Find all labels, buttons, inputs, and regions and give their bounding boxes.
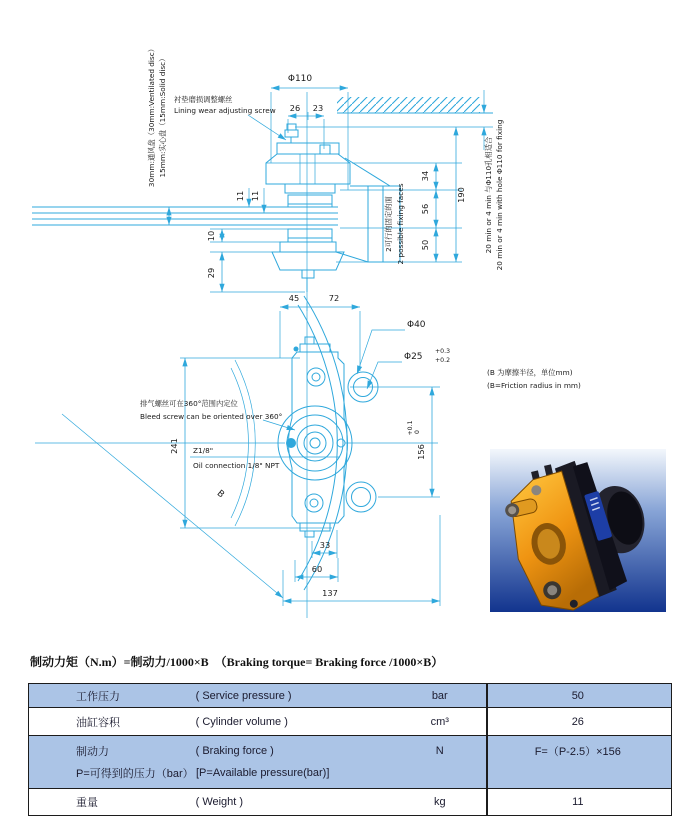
- table-row-weight: [29, 789, 671, 815]
- row-label-en: ( Weight ): [195, 796, 244, 808]
- dim-23: 23: [312, 103, 324, 113]
- product-photo: [490, 449, 666, 612]
- annotation-lining-cn: 衬垫磨损调整螺丝: [174, 95, 233, 104]
- spec-table: [28, 683, 672, 816]
- table-row-cylinder-volume: [29, 708, 671, 736]
- dim-B: B: [214, 488, 226, 501]
- annotation-disc-type-cn: 30mm:通风盘（30mm:Ventilated disc）: [147, 44, 156, 188]
- dim-56: 56: [420, 203, 430, 215]
- row-unit: kg: [433, 796, 446, 808]
- row-label-cn: 重量: [76, 797, 98, 809]
- dim-34: 34: [420, 170, 430, 182]
- row-sublabel-cn: P=可得到的压力（bar）: [76, 768, 194, 780]
- dim-26: 26: [289, 103, 301, 113]
- row-unit: N: [435, 745, 444, 757]
- row-label-cn: 油缸容积: [76, 716, 120, 729]
- dim-33: 33: [319, 540, 331, 550]
- note-friction-radius-cn: (B 为摩擦半径，单位mm): [487, 368, 573, 377]
- dim-50: 50: [420, 239, 430, 251]
- row-label-cn: 制动力: [76, 746, 109, 758]
- row-label-en: ( Service pressure ): [195, 689, 292, 702]
- braking-torque-formula: 制动力矩（N.m）=制动力/1000×B （Braking torque= Braking force /1000×B）: [30, 655, 444, 669]
- row-unit: cm³: [430, 715, 449, 728]
- annotation-bleed-en: Bleed screw can be oriented over 360°: [140, 412, 283, 421]
- dim-72: 72: [328, 293, 340, 303]
- annotation-fixing-faces-en: 2 possible fixing faces: [396, 183, 405, 265]
- dim-137: 137: [322, 588, 338, 598]
- tol-phi25-lower: +0.2: [435, 357, 451, 364]
- row-value: 11: [572, 796, 584, 808]
- table-value-divider: [486, 684, 488, 815]
- annotation-bleed-cn: 排气螺丝可在360°范围内定位: [140, 399, 238, 408]
- dim-11a: 11: [235, 190, 245, 202]
- annotation-oil-type: Oil connection 1/8" NPT: [193, 461, 280, 470]
- row-value: F=（P-2.5）×156: [534, 746, 621, 758]
- brake-disc-lines: [32, 207, 338, 225]
- row-sublabel-en: [P=Available pressure(bar)]: [196, 767, 330, 779]
- caliper-section-body: [266, 124, 350, 292]
- row-label-en: ( Braking force ): [195, 745, 274, 757]
- annotation-disc-type-en: 15mm:实心盘（15mm:Solid disc）: [158, 54, 167, 178]
- row-value: 50: [571, 689, 584, 702]
- dim-45: 45: [288, 293, 300, 303]
- table-row-braking-force: [29, 736, 671, 789]
- caliper-front-body: [278, 337, 352, 537]
- annotation-lining-en: Lining wear adjusting screw: [174, 106, 276, 115]
- dim-29: 29: [206, 267, 216, 279]
- top-view: [32, 45, 504, 308]
- dim-11b: 11: [250, 190, 260, 202]
- annotation-oil-size: Z1/8": [193, 446, 214, 455]
- table-row-service-pressure: [29, 684, 671, 708]
- dim-10: 10: [206, 230, 216, 242]
- dim-phi40: Φ40: [407, 320, 426, 330]
- mounting-holes: [346, 372, 378, 512]
- bleed-screw-port: [286, 438, 296, 448]
- row-label-cn: 工作压力: [76, 690, 120, 703]
- dim-60: 60: [311, 564, 323, 574]
- wall-hatch: [337, 97, 480, 113]
- dim-phi110: Φ110: [287, 74, 313, 84]
- dim-156: 156: [416, 444, 426, 460]
- annotation-fixing-faces-cn: 2可行的固定的面: [384, 196, 393, 252]
- dim-phi25: Φ25: [404, 352, 423, 362]
- tol-156-lower: 0: [414, 430, 421, 434]
- row-value: 26: [571, 715, 584, 728]
- dim-190: 190: [456, 187, 466, 203]
- dim-241: 241: [169, 438, 179, 454]
- tol-156-upper: +0.1: [407, 420, 414, 436]
- annotation-hole-fit-en: 20 min or 4 min with hole Φ110 for fixing: [495, 119, 504, 271]
- tol-phi25-upper: +0.3: [435, 348, 451, 355]
- annotation-hole-fit-cn: 20 min or 4 min 与Φ110孔相适合: [484, 136, 493, 254]
- row-unit: bar: [431, 689, 448, 702]
- note-friction-radius-en: (B=Friction radius in mm): [487, 381, 581, 390]
- row-label-en: ( Cylinder volume ): [195, 715, 288, 728]
